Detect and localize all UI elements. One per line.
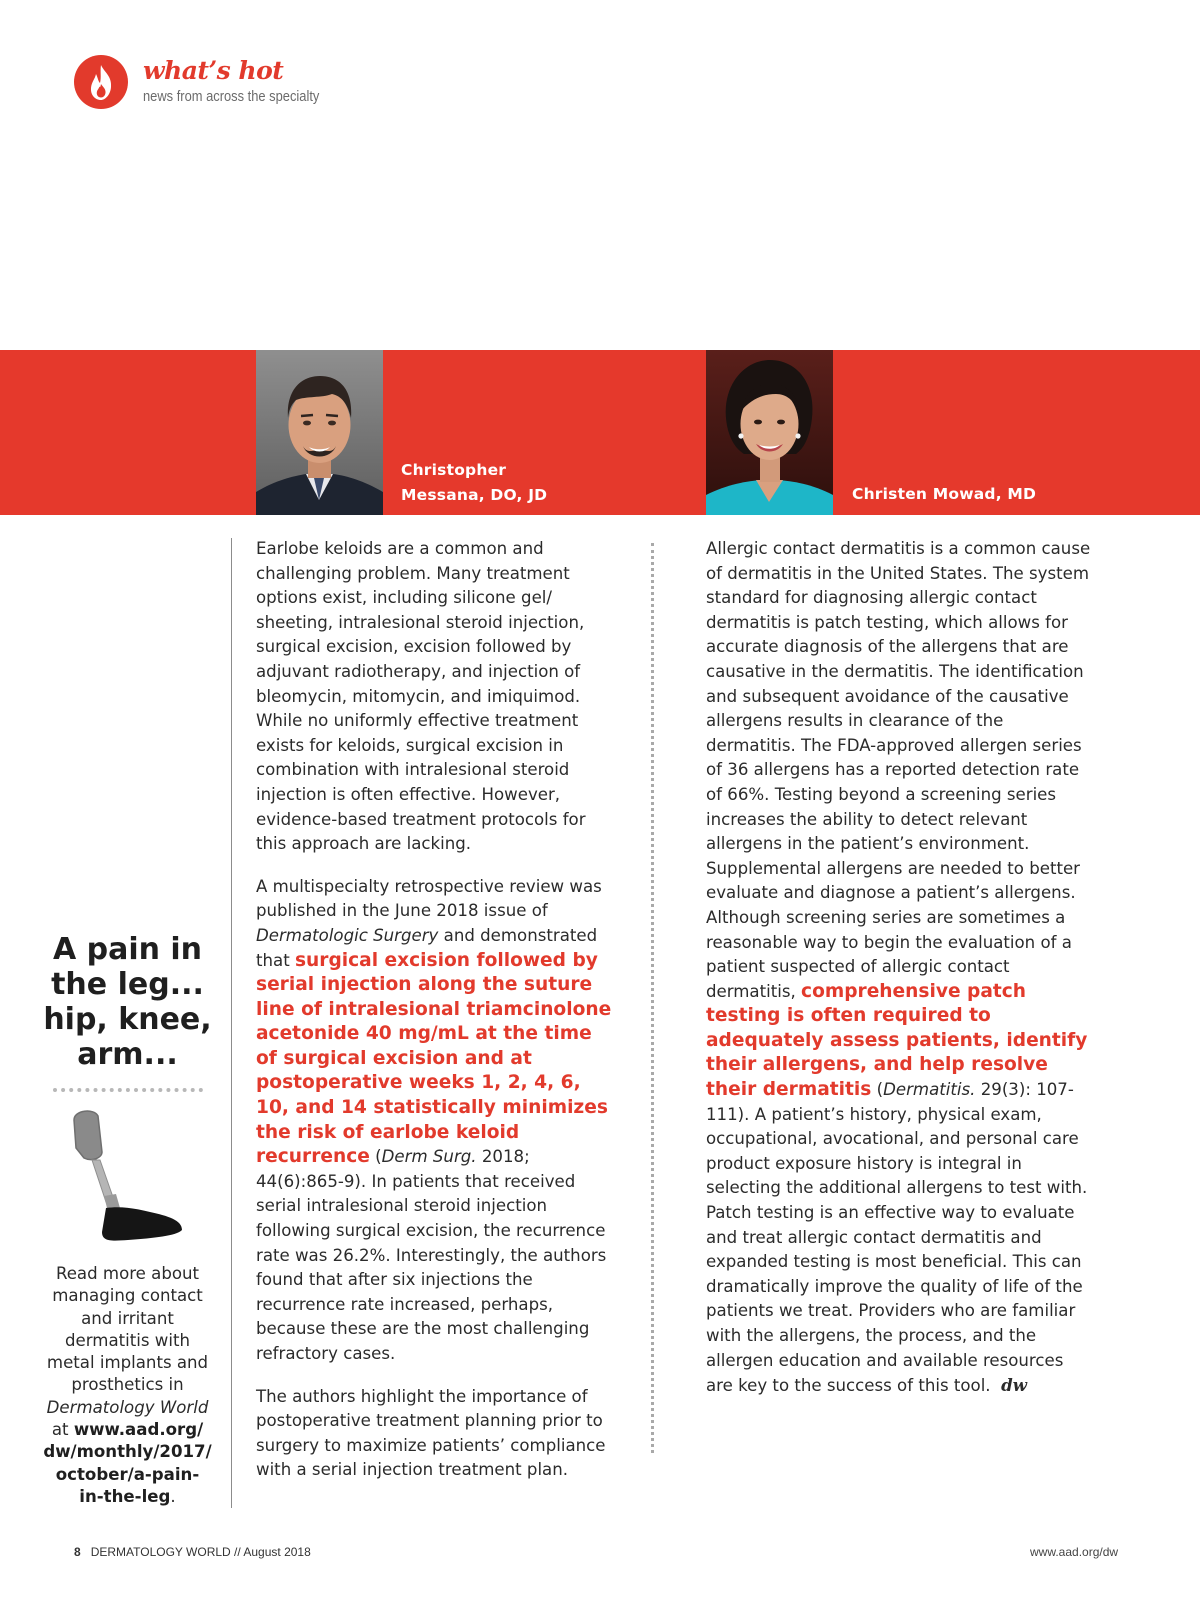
sidebar-dotted-rule xyxy=(53,1088,203,1092)
column-divider xyxy=(651,543,654,1453)
sidebar-body-text: Read more about managing contact and irritant dermatitis with metal implants and prosthetics in xyxy=(46,1264,209,1395)
highlighted-finding: surgical excision followed by serial injection along the suture line of intralesional triamcinolone acetonide 40 mg/mL at the time of surgical excision and at postoperative weeks 1, 2, 4, 6, 10, and 14 statistically minimizes the risk of earlobe keloid recurrence xyxy=(256,949,612,1168)
footer-magazine: DERMATOLOGY WORLD // August 2018 xyxy=(90,1545,311,1559)
text-run: 29(3): 107-111). A patient’s history, physical exam, occupational, avocational, and personal care product exposure history is integral in selecting the additional allergens to test with. Patch testing is an effective way to evaluate and treat allergic contact dermatitis and expanded testing is most beneficial. This can dramatically improve the quality of life of the patients we treat. Providers who are familiar with the allergens, the process, and the allergen education and available resources are key to the success of this tool. xyxy=(706,1080,1088,1396)
sidebar-publication: Dermatology World xyxy=(46,1397,209,1417)
sidebar-body xyxy=(40,1263,215,1508)
journal-title: Dermatologic Surgery xyxy=(256,925,439,945)
sidebar-divider xyxy=(231,538,232,1508)
author-name-line2: Messana, DO, JD xyxy=(401,486,548,504)
sidebar-period: . xyxy=(170,1486,176,1506)
footer-url[interactable]: www.aad.org/dw xyxy=(1030,1545,1119,1559)
article-contact-dermatitis xyxy=(706,537,1092,1417)
text-run: ( xyxy=(876,1080,884,1100)
sidebar-link-part[interactable]: in-the-leg xyxy=(79,1486,171,1506)
citation-journal: Dermatitis. xyxy=(883,1080,976,1100)
sidebar-link-part[interactable]: dw/monthly/2017/ xyxy=(43,1442,212,1462)
section-subtitle: news from across the specialty xyxy=(143,88,320,105)
paragraph: Earlobe keloids are a common and challenging problem. Many treatment options exist, including silicone gel/ sheeting, intralesional steroid injection, surgical excision, excision followed by adjuvant radiotherapy, and injection of bleomycin, mitomycin, and imiquimod. While no uniformly effective treatment exists for keloids, surgical excision in combination with intralesional steroid injection is often effective. However, evidence-based treatment protocols for this approach are lacking. xyxy=(256,539,586,854)
author-name-mowad: Christen Mowad, MD xyxy=(852,485,1037,503)
text-run: and demonstrated that xyxy=(256,925,598,970)
text-run: 2018; 44(6):865-9). In patients that received serial intralesional steroid injection following surgical excision, the recurrence rate was 26.2%. Interestingly, the authors found that after six injections the recurrence rate increased, perhaps, because these are the most challenging refractory cases. xyxy=(256,1147,607,1363)
text-run: ( xyxy=(375,1147,382,1167)
author-name-messana xyxy=(401,458,547,508)
article-keloids xyxy=(256,537,614,1501)
page-number: 8 xyxy=(74,1545,81,1559)
author-photo-messana xyxy=(256,350,383,515)
sidebar-heading-line: arm... xyxy=(77,1037,178,1072)
highlighted-finding: comprehensive patch testing is often required to adequately assess patients, identify their allergens, and help resolve their dermatitis xyxy=(706,980,1088,1101)
sidebar-heading-line: the leg... xyxy=(51,967,204,1002)
prosthetic-leg-icon xyxy=(64,1108,194,1254)
sidebar-heading-line: hip, knee, xyxy=(43,1002,212,1037)
paragraph xyxy=(706,537,1092,1399)
whats-hot-logo xyxy=(74,55,128,109)
author-photo-mowad xyxy=(706,350,833,515)
footer-left xyxy=(74,1545,311,1559)
paragraph: The authors highlight the importance of postoperative treatment planning prior to surgery to maximize patients’ compliance with a serial injection treatment plan. xyxy=(256,1386,606,1480)
citation-journal: Derm Surg. xyxy=(381,1147,477,1167)
sidebar-at: at xyxy=(51,1420,69,1440)
sidebar-link-part[interactable]: october/a-pain- xyxy=(55,1464,200,1484)
end-signature: dw xyxy=(1001,1375,1028,1396)
author-name-line1: Christopher xyxy=(401,461,507,479)
sidebar-heading xyxy=(40,932,215,1072)
paragraph xyxy=(256,875,614,1367)
text-run: A multispecialty retrospective review was published in the June 2018 issue of xyxy=(256,876,602,921)
flame-icon xyxy=(74,55,128,109)
text-run: Allergic contact dermatitis is a common cause of dermatitis in the United States. The system standard for diagnosing allergic contact dermatitis is patch testing, which allows for accurate diagnosis of the allergens that are causative in the dermatitis. The identification and subsequent avoidance of the causative allergens results in clearance of the dermatitis. The FDA-approved allergen series of 36 allergens has a reported detection rate of 66%. Testing beyond a screening series increases the ability to detect relevant allergens in the patient’s environment. Supplemental allergens are needed to better evaluate and diagnose a patient’s allergens. Although screening series are sometimes a reasonable way to begin the evaluation of a patient suspected of allergic contact dermatitis, xyxy=(706,539,1091,1001)
headshot-male xyxy=(256,350,383,515)
sidebar-article-link[interactable] xyxy=(43,1420,211,1506)
sidebar-heading-line: A pain in xyxy=(52,932,203,967)
section-title: what’s hot xyxy=(143,56,284,85)
sidebar-link-part[interactable]: www.aad.org/ xyxy=(73,1420,204,1440)
headshot-female xyxy=(706,350,833,515)
